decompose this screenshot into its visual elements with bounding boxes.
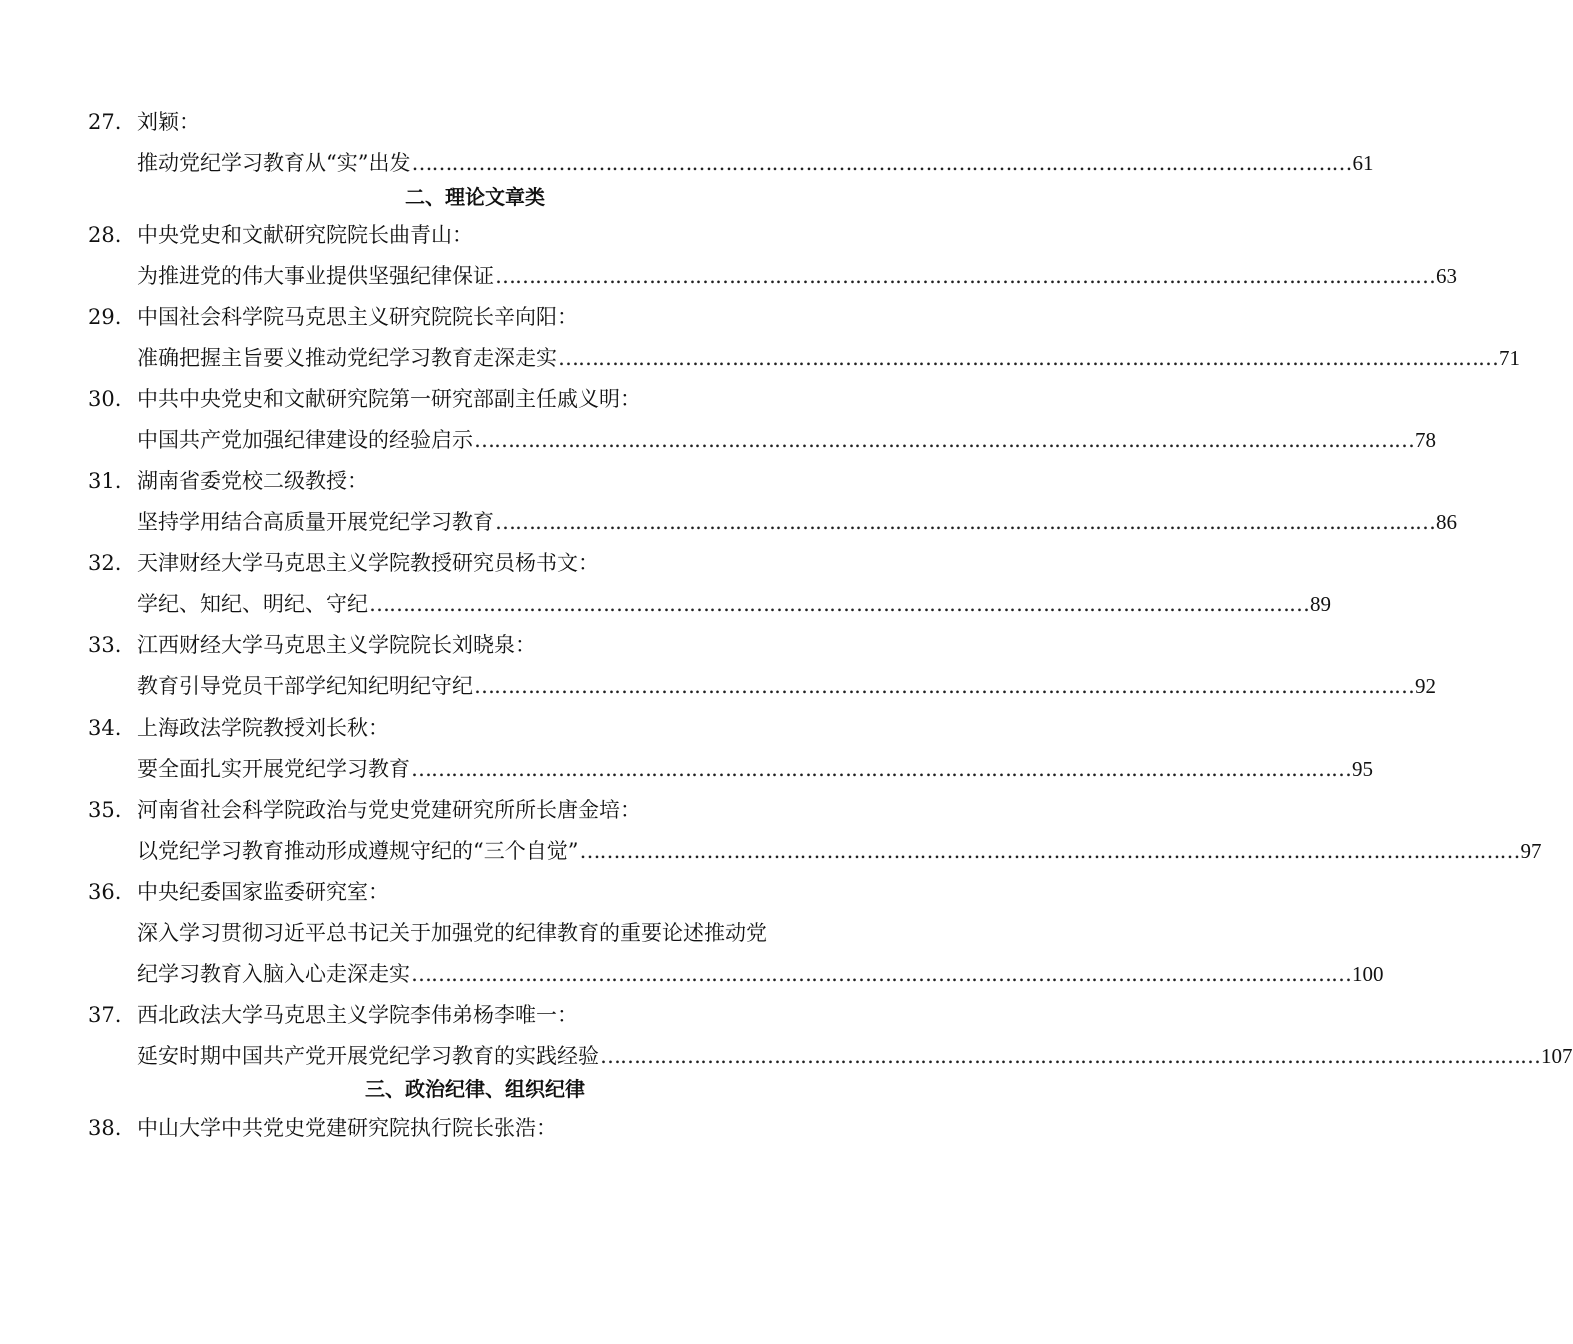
entry-34-title-line[interactable] (0, 749, 1373, 789)
toc-link[interactable] (137, 420, 1436, 460)
entry-author: 中共中央党史和文献研究院第一研究部副主任戚义明： (137, 387, 641, 411)
entry-number: 37. (88, 1003, 122, 1027)
entry-34-author-line (0, 708, 950, 748)
entry-author: 中国社会科学院马克思主义研究院院长辛向阳： (137, 305, 578, 329)
entry-27-author-line (0, 102, 950, 142)
toc-link[interactable] (137, 143, 1374, 183)
page-number: 100 (1352, 962, 1384, 986)
entry-author: 中山大学中共党史党建研究院执行院长张浩： (137, 1116, 557, 1140)
dot-leader: …………………………………………………………………………………………………………………………… (495, 510, 1435, 534)
dot-leader: …………………………………………………………………………………………………………………………… (579, 839, 1520, 863)
page-number: 86 (1436, 510, 1457, 534)
entry-32-title-line[interactable] (0, 584, 1331, 624)
toc-link[interactable] (137, 1036, 1573, 1076)
entry-number: 33. (88, 633, 122, 657)
dot-leader: …………………………………………………………………………………………………………………………… (474, 428, 1414, 452)
entry-title: 准确把握主旨要义推动党纪学习教育走深走实 (137, 346, 557, 370)
toc-link[interactable] (137, 502, 1457, 542)
entry-number: 38. (88, 1116, 122, 1140)
entry-title: 以党纪学习教育推动形成遵规守纪的“三个自觉” (137, 839, 579, 863)
page-number: 107 (1541, 1044, 1573, 1068)
entry-title: 为推进党的伟大事业提供坚强纪律保证 (137, 264, 494, 288)
toc-link[interactable] (137, 338, 1520, 378)
dot-leader: …………………………………………………………………………………………………………………………… (558, 346, 1498, 370)
entry-27-title-line[interactable] (0, 143, 1374, 183)
entry-number: 29. (88, 305, 122, 329)
entry-38-author-line (0, 1108, 950, 1148)
entry-37-title-line[interactable] (0, 1036, 1573, 1076)
entry-33-title-line[interactable] (0, 666, 1436, 706)
dot-leader: …………………………………………………………………………………………………………………………… (411, 757, 1351, 781)
page-number: 97 (1520, 839, 1542, 863)
toc-link[interactable] (137, 584, 1331, 624)
dot-leader: …………………………………………………………………………………………………………………………… (411, 962, 1351, 986)
section-heading-theory: 二、理论文章类 (405, 185, 545, 209)
dot-leader: …………………………………………………………………………………………………………………………… (600, 1044, 1540, 1068)
page-number: 63 (1436, 264, 1457, 288)
entry-29-author-line (0, 297, 950, 337)
entry-title: 坚持学用结合高质量开展党纪学习教育 (137, 510, 494, 534)
entry-title: 要全面扎实开展党纪学习教育 (137, 757, 410, 781)
dot-leader: …………………………………………………………………………………………………………………………… (369, 592, 1309, 616)
entry-title: 教育引导党员干部学纪知纪明纪守纪 (137, 674, 473, 698)
entry-title: 延安时期中国共产党开展党纪学习教育的实践经验 (137, 1044, 599, 1068)
dot-leader: …………………………………………………………………………………………………………………………… (474, 674, 1414, 698)
entry-title: 纪学习教育入脑入心走深走实 (137, 962, 410, 986)
entry-author: 湖南省委党校二级教授： (137, 469, 368, 493)
entry-28-title-line[interactable] (0, 256, 1457, 296)
entry-35-title-line[interactable] (0, 831, 1542, 871)
entry-35-author-line (0, 790, 950, 830)
dot-leader: …………………………………………………………………………………………………………………………… (495, 264, 1435, 288)
page-number: 92 (1415, 674, 1436, 698)
entry-title: 推动党纪学习教育从“实”出发 (137, 151, 411, 175)
toc-link[interactable] (137, 749, 1373, 789)
entry-33-author-line (0, 625, 950, 665)
section-heading-discipline: 三、政治纪律、组织纪律 (365, 1077, 585, 1101)
page-number: 89 (1310, 592, 1331, 616)
toc-link[interactable] (137, 256, 1457, 296)
entry-author: 西北政法大学马克思主义学院李伟弟杨李唯一： (137, 1003, 578, 1027)
entry-28-author-line (0, 215, 950, 255)
entry-author: 中央党史和文献研究院院长曲青山： (137, 223, 473, 247)
entry-32-author-line (0, 543, 950, 583)
entry-number: 35. (88, 798, 122, 822)
entry-37-author-line (0, 995, 950, 1035)
entry-31-title-line[interactable] (0, 502, 1457, 542)
entry-title: 学纪、知纪、明纪、守纪 (137, 592, 368, 616)
entry-31-author-line (0, 461, 950, 501)
entry-number: 32. (88, 551, 122, 575)
entry-30-title-line[interactable] (0, 420, 1436, 460)
entry-36-title-line-1[interactable] (0, 913, 950, 953)
page-number: 61 (1352, 151, 1374, 175)
entry-author: 中央纪委国家监委研究室： (137, 880, 389, 904)
entry-29-title-line[interactable] (0, 338, 1520, 378)
entry-author: 江西财经大学马克思主义学院院长刘晓泉： (137, 633, 536, 657)
entry-author: 刘颖： (137, 110, 200, 134)
entry-number: 31. (88, 469, 122, 493)
page-number: 95 (1352, 757, 1373, 781)
entry-title: 中国共产党加强纪律建设的经验启示 (137, 428, 473, 452)
entry-title-first-line: 深入学习贯彻习近平总书记关于加强党的纪律教育的重要论述推动党 (137, 921, 767, 945)
page-number: 71 (1499, 346, 1520, 370)
entry-author: 上海政法学院教授刘长秋： (137, 716, 389, 740)
entry-author: 河南省社会科学院政治与党史党建研究所所长唐金培： (137, 798, 641, 822)
entry-number: 34. (88, 716, 122, 740)
entry-author: 天津财经大学马克思主义学院教授研究员杨书文： (137, 551, 599, 575)
dot-leader: …………………………………………………………………………………………………………………………… (411, 151, 1352, 175)
toc-link[interactable] (137, 831, 1542, 871)
entry-number: 36. (88, 880, 122, 904)
toc-link[interactable] (137, 666, 1436, 706)
page-number: 78 (1415, 428, 1436, 452)
entry-36-author-line (0, 872, 950, 912)
entry-30-author-line (0, 379, 950, 419)
entry-number: 30. (88, 387, 122, 411)
entry-number: 28. (88, 223, 122, 247)
toc-link[interactable] (137, 954, 1384, 994)
entry-36-title-line-2[interactable] (0, 954, 1384, 994)
entry-number: 27. (88, 110, 122, 134)
